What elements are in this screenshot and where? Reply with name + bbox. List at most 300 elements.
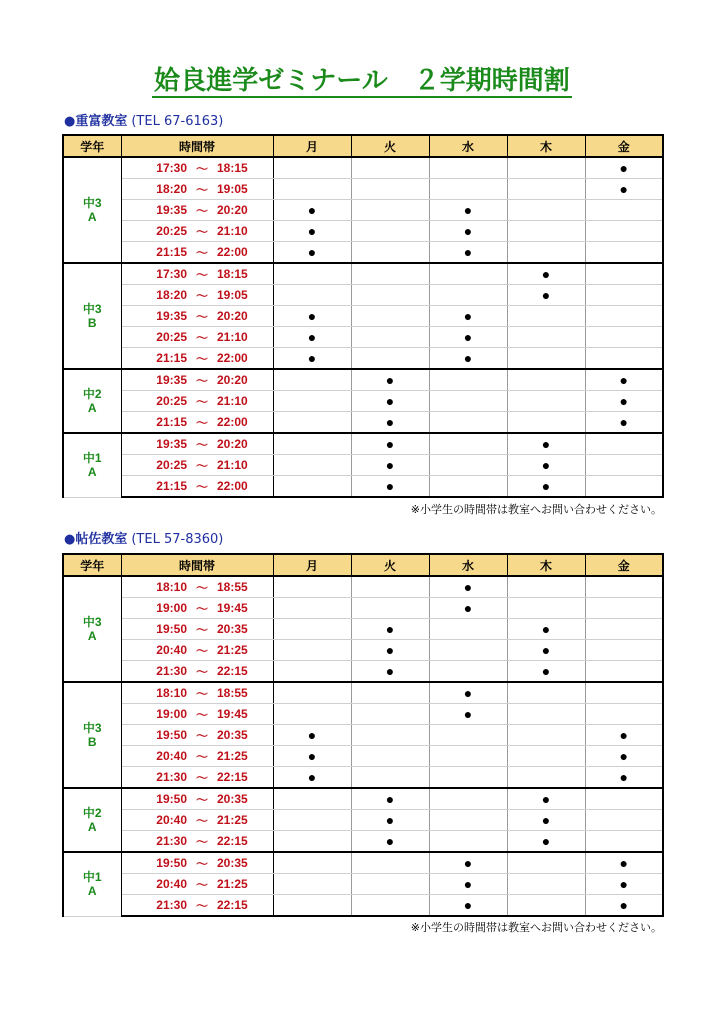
day-cell: ●: [273, 725, 351, 746]
time-end: 19:45: [211, 704, 273, 725]
time-separator: ～: [193, 746, 211, 767]
day-cell: [507, 221, 585, 242]
day-cell: [507, 598, 585, 619]
table-row: [63, 619, 663, 640]
class-label: A: [87, 629, 97, 643]
day-cell: ●: [429, 327, 507, 348]
time-end: 19:05: [211, 179, 273, 200]
day-cell: [585, 263, 663, 285]
day-cell: [273, 179, 351, 200]
day-cell: ●: [507, 810, 585, 831]
page-title: [0, 66, 724, 96]
day-cell: [429, 433, 507, 455]
time-end: 21:25: [211, 640, 273, 661]
time-start: 19:00: [121, 704, 193, 725]
grade-label: 中3: [82, 196, 102, 210]
grade-label: 中2: [82, 387, 102, 401]
time-start: 19:35: [121, 433, 193, 455]
day-cell: [273, 476, 351, 498]
day-cell: [585, 327, 663, 348]
day-cell: [429, 746, 507, 767]
table-row: [63, 285, 663, 306]
day-cell: [273, 433, 351, 455]
time-start: 18:10: [121, 576, 193, 598]
footnote: ※小学生の時間帯は教室へお問い合わせください。: [410, 503, 662, 516]
time-start: 21:15: [121, 476, 193, 498]
day-cell: [351, 895, 429, 917]
day-cell: [429, 725, 507, 746]
day-cell: ●: [429, 682, 507, 704]
time-end: 21:10: [211, 327, 273, 348]
time-separator: ～: [193, 348, 211, 370]
table-row: [63, 476, 663, 498]
section-header-shigetomi: [64, 110, 223, 129]
day-cell: ●: [351, 810, 429, 831]
day-cell: ●: [507, 788, 585, 810]
header-grade: 学年: [63, 135, 121, 157]
time-start: 19:50: [121, 852, 193, 874]
table-row: [63, 369, 663, 391]
time-start: 19:50: [121, 619, 193, 640]
table-row: [63, 327, 663, 348]
day-cell: [273, 391, 351, 412]
day-cell: ●: [351, 831, 429, 853]
time-end: 22:15: [211, 661, 273, 683]
day-cell: [507, 412, 585, 434]
time-separator: ～: [193, 179, 211, 200]
day-cell: ●: [273, 746, 351, 767]
day-cell: [585, 221, 663, 242]
day-cell: ●: [429, 221, 507, 242]
day-cell: [351, 285, 429, 306]
time-separator: ～: [193, 576, 211, 598]
time-end: 18:15: [211, 157, 273, 179]
table-row: [63, 412, 663, 434]
time-start: 21:15: [121, 412, 193, 434]
day-cell: [273, 640, 351, 661]
time-start: 20:40: [121, 640, 193, 661]
day-cell: [507, 179, 585, 200]
time-start: 19:35: [121, 369, 193, 391]
table-row: [63, 874, 663, 895]
time-end: 18:15: [211, 263, 273, 285]
grade-cell: [63, 157, 121, 263]
table-row: [63, 640, 663, 661]
section-name: 帖佐教室: [75, 532, 128, 547]
day-cell: [351, 242, 429, 264]
table-row: [63, 788, 663, 810]
time-start: 21:30: [121, 767, 193, 789]
day-cell: ●: [351, 391, 429, 412]
section-tel: (TEL 57-8360): [131, 532, 224, 547]
day-cell: [429, 285, 507, 306]
time-end: 20:20: [211, 200, 273, 221]
time-start: 19:50: [121, 725, 193, 746]
class-label: B: [87, 735, 97, 749]
header-day: 水: [429, 135, 507, 157]
time-separator: ～: [193, 200, 211, 221]
day-cell: [585, 476, 663, 498]
day-cell: [273, 704, 351, 725]
grade-cell: [63, 369, 121, 433]
time-start: 20:40: [121, 810, 193, 831]
time-end: 21:10: [211, 221, 273, 242]
time-separator: ～: [193, 412, 211, 434]
day-cell: [585, 810, 663, 831]
day-cell: ●: [429, 598, 507, 619]
day-cell: [273, 412, 351, 434]
day-cell: [351, 348, 429, 370]
day-cell: [273, 831, 351, 853]
table-row: [63, 433, 663, 455]
day-cell: ●: [429, 200, 507, 221]
day-cell: ●: [351, 412, 429, 434]
day-cell: ●: [429, 895, 507, 917]
header-day: 水: [429, 554, 507, 576]
time-end: 20:20: [211, 433, 273, 455]
day-cell: [585, 285, 663, 306]
grade-cell: [63, 263, 121, 369]
time-start: 18:20: [121, 285, 193, 306]
grade-cell: [63, 788, 121, 852]
day-cell: [351, 704, 429, 725]
section-bullet: ●: [64, 114, 76, 129]
day-cell: [507, 242, 585, 264]
time-separator: ～: [193, 852, 211, 874]
day-cell: [351, 598, 429, 619]
grade-cell: [63, 433, 121, 497]
class-label: A: [87, 884, 97, 899]
day-cell: ●: [585, 767, 663, 789]
time-end: 22:00: [211, 412, 273, 434]
class-label: A: [87, 465, 97, 480]
header-day: 金: [585, 135, 663, 157]
table-row: [63, 200, 663, 221]
day-cell: ●: [507, 263, 585, 285]
day-cell: [585, 598, 663, 619]
day-cell: ●: [273, 221, 351, 242]
day-cell: [273, 852, 351, 874]
time-end: 18:55: [211, 682, 273, 704]
day-cell: [273, 285, 351, 306]
day-cell: [351, 306, 429, 327]
time-end: 22:00: [211, 476, 273, 498]
time-start: 20:40: [121, 746, 193, 767]
table-row: [63, 767, 663, 789]
day-cell: [351, 200, 429, 221]
time-start: 19:35: [121, 200, 193, 221]
day-cell: [429, 476, 507, 498]
day-cell: [273, 598, 351, 619]
time-end: 20:35: [211, 852, 273, 874]
time-end: 21:10: [211, 391, 273, 412]
time-start: 21:30: [121, 831, 193, 853]
header-time: 時間帯: [121, 554, 273, 576]
time-separator: ～: [193, 391, 211, 412]
time-separator: ～: [193, 306, 211, 327]
day-cell: [585, 661, 663, 683]
day-cell: [351, 852, 429, 874]
day-cell: [585, 682, 663, 704]
day-cell: ●: [507, 619, 585, 640]
day-cell: ●: [585, 157, 663, 179]
timetable-shigetomi: [62, 134, 664, 498]
day-cell: [507, 682, 585, 704]
section-bullet: ●: [64, 532, 76, 547]
table-row: [63, 831, 663, 853]
time-start: 21:30: [121, 661, 193, 683]
time-end: 20:20: [211, 306, 273, 327]
time-separator: ～: [193, 369, 211, 391]
day-cell: [351, 263, 429, 285]
day-cell: [429, 640, 507, 661]
time-end: 21:25: [211, 746, 273, 767]
day-cell: [429, 661, 507, 683]
day-cell: [507, 767, 585, 789]
day-cell: [273, 895, 351, 917]
time-start: 17:30: [121, 263, 193, 285]
day-cell: [273, 874, 351, 895]
day-cell: ●: [429, 704, 507, 725]
day-cell: [507, 852, 585, 874]
time-end: 20:20: [211, 369, 273, 391]
time-separator: ～: [193, 476, 211, 498]
time-separator: ～: [193, 788, 211, 810]
time-start: 18:20: [121, 179, 193, 200]
day-cell: ●: [273, 327, 351, 348]
day-cell: [507, 704, 585, 725]
header-day: 月: [273, 554, 351, 576]
table-row: [63, 348, 663, 370]
day-cell: [273, 576, 351, 598]
time-start: 17:30: [121, 157, 193, 179]
day-cell: [585, 433, 663, 455]
day-cell: [507, 369, 585, 391]
grade-cell: [63, 852, 121, 916]
day-cell: ●: [351, 476, 429, 498]
day-cell: [351, 874, 429, 895]
time-separator: ～: [193, 640, 211, 661]
grade-label: 中3: [82, 302, 102, 316]
day-cell: ●: [585, 895, 663, 917]
header-grade: 学年: [63, 554, 121, 576]
time-start: 20:25: [121, 391, 193, 412]
table-row: [63, 242, 663, 264]
day-cell: ●: [507, 433, 585, 455]
day-cell: [507, 746, 585, 767]
time-separator: ～: [193, 810, 211, 831]
day-cell: ●: [507, 661, 585, 683]
time-end: 22:15: [211, 895, 273, 917]
header-day: 木: [507, 554, 585, 576]
day-cell: [429, 788, 507, 810]
day-cell: ●: [273, 242, 351, 264]
time-end: 18:55: [211, 576, 273, 598]
time-start: 18:10: [121, 682, 193, 704]
day-cell: [351, 725, 429, 746]
day-cell: [273, 619, 351, 640]
table-row: [63, 455, 663, 476]
day-cell: ●: [273, 348, 351, 370]
class-label: A: [87, 210, 97, 224]
table-row: [63, 704, 663, 725]
day-cell: ●: [429, 852, 507, 874]
time-separator: ～: [193, 221, 211, 242]
day-cell: ●: [585, 179, 663, 200]
time-end: 19:05: [211, 285, 273, 306]
day-cell: ●: [351, 433, 429, 455]
time-end: 22:15: [211, 831, 273, 853]
day-cell: ●: [585, 391, 663, 412]
day-cell: [429, 455, 507, 476]
time-separator: ～: [193, 767, 211, 789]
time-separator: ～: [193, 263, 211, 285]
day-cell: ●: [585, 852, 663, 874]
table-row: [63, 746, 663, 767]
day-cell: ●: [585, 369, 663, 391]
table-row: [63, 306, 663, 327]
day-cell: ●: [351, 369, 429, 391]
grade-label: 中1: [82, 451, 102, 466]
day-cell: [273, 661, 351, 683]
time-end: 22:15: [211, 767, 273, 789]
time-start: 19:50: [121, 788, 193, 810]
time-separator: ～: [193, 455, 211, 476]
time-start: 19:00: [121, 598, 193, 619]
day-cell: [585, 831, 663, 853]
time-start: 21:15: [121, 348, 193, 370]
day-cell: [429, 767, 507, 789]
table-row: [63, 598, 663, 619]
table-row: [63, 852, 663, 874]
table-row: [63, 895, 663, 917]
time-separator: ～: [193, 285, 211, 306]
day-cell: ●: [273, 200, 351, 221]
day-cell: ●: [507, 831, 585, 853]
time-separator: ～: [193, 327, 211, 348]
day-cell: [585, 242, 663, 264]
day-cell: [351, 767, 429, 789]
day-cell: ●: [429, 348, 507, 370]
day-cell: [585, 640, 663, 661]
table-row: [63, 682, 663, 704]
day-cell: [429, 810, 507, 831]
day-cell: ●: [507, 476, 585, 498]
day-cell: ●: [585, 746, 663, 767]
time-end: 21:25: [211, 874, 273, 895]
time-end: 20:35: [211, 725, 273, 746]
grade-cell: [63, 576, 121, 682]
day-cell: [507, 391, 585, 412]
grade-label: 中3: [82, 721, 102, 735]
day-cell: ●: [273, 767, 351, 789]
day-cell: ●: [507, 285, 585, 306]
day-cell: [351, 327, 429, 348]
time-start: 21:15: [121, 242, 193, 264]
day-cell: ●: [429, 242, 507, 264]
grade-label: 中3: [82, 615, 102, 629]
day-cell: [507, 895, 585, 917]
table-row: [63, 576, 663, 598]
day-cell: [585, 788, 663, 810]
day-cell: [273, 810, 351, 831]
class-label: B: [87, 316, 97, 330]
day-cell: [507, 874, 585, 895]
class-label: A: [87, 820, 97, 834]
day-cell: [585, 704, 663, 725]
time-separator: ～: [193, 661, 211, 683]
time-end: 19:45: [211, 598, 273, 619]
time-separator: ～: [193, 157, 211, 179]
day-cell: ●: [585, 412, 663, 434]
day-cell: [273, 263, 351, 285]
time-separator: ～: [193, 619, 211, 640]
time-end: 21:25: [211, 810, 273, 831]
header-day: 火: [351, 135, 429, 157]
day-cell: ●: [429, 874, 507, 895]
day-cell: ●: [351, 455, 429, 476]
section-tel: (TEL 67-6163): [131, 114, 224, 129]
time-start: 20:40: [121, 874, 193, 895]
day-cell: [429, 179, 507, 200]
time-start: 20:25: [121, 455, 193, 476]
day-cell: [507, 348, 585, 370]
time-separator: ～: [193, 725, 211, 746]
time-end: 22:00: [211, 242, 273, 264]
day-cell: [351, 157, 429, 179]
time-separator: ～: [193, 704, 211, 725]
day-cell: ●: [351, 640, 429, 661]
time-separator: ～: [193, 895, 211, 917]
day-cell: [507, 327, 585, 348]
table-row: [63, 725, 663, 746]
day-cell: ●: [585, 874, 663, 895]
table-row: [63, 810, 663, 831]
day-cell: ●: [351, 788, 429, 810]
header-day: 火: [351, 554, 429, 576]
time-end: 21:10: [211, 455, 273, 476]
day-cell: [273, 369, 351, 391]
day-cell: [429, 263, 507, 285]
page-title-text: 姶良進学ゼミナール ２学期時間割: [154, 66, 570, 96]
header-day: 月: [273, 135, 351, 157]
header-day: 金: [585, 554, 663, 576]
day-cell: [585, 200, 663, 221]
day-cell: [273, 682, 351, 704]
day-cell: [585, 348, 663, 370]
grade-cell: [63, 682, 121, 788]
time-separator: ～: [193, 831, 211, 853]
table-row: [63, 391, 663, 412]
day-cell: [429, 391, 507, 412]
day-cell: ●: [273, 306, 351, 327]
header-time: 時間帯: [121, 135, 273, 157]
header-row: [63, 135, 663, 157]
day-cell: [351, 746, 429, 767]
time-separator: ～: [193, 242, 211, 264]
day-cell: [429, 831, 507, 853]
grade-label: 中1: [82, 870, 102, 885]
day-cell: [507, 157, 585, 179]
day-cell: [351, 682, 429, 704]
day-cell: [351, 221, 429, 242]
day-cell: [429, 157, 507, 179]
day-cell: [273, 455, 351, 476]
day-cell: [585, 455, 663, 476]
header-row: [63, 554, 663, 576]
time-end: 20:35: [211, 788, 273, 810]
time-start: 19:35: [121, 306, 193, 327]
